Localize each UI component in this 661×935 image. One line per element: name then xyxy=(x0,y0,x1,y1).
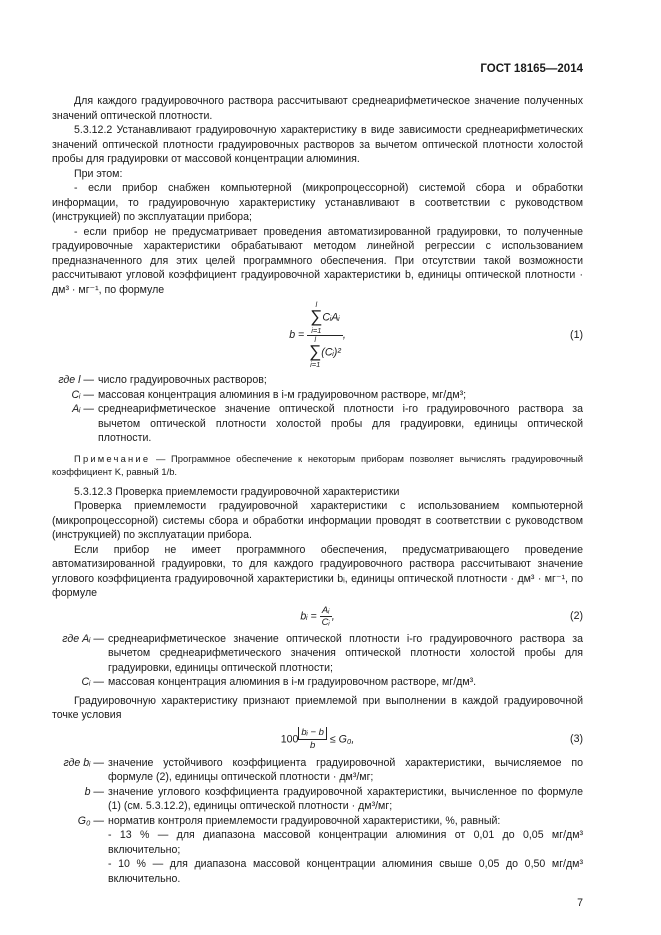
equation-number: (3) xyxy=(570,732,583,745)
g0-range-item xyxy=(52,828,583,857)
sum-upper: l xyxy=(315,300,318,309)
note-text: — Программное обеспечение к некоторым приборам позволяет вычислять градуировочный коэффициент K, равный 1/b. xyxy=(52,452,583,477)
definition-item xyxy=(52,814,583,829)
document-body xyxy=(52,94,583,911)
definition-text: среднеарифметическое значение оптической плотности i-го градуировочного раствора за вычетом оптической плотности холостой пробы для градуировки, единицы оптической плотности. xyxy=(98,403,583,444)
definition-text: среднеарифметическое значение оптической плотности i-го градуировочного раствора за вычетом среднеарифметического значения оптической плотности холостой пробы для градуировки, единицы оптической плотности; xyxy=(108,632,583,674)
note-label: Примечание xyxy=(74,452,151,464)
definition-symbol: Cᵢ — xyxy=(81,676,104,688)
g0-range-item xyxy=(52,857,583,886)
formula-3-block xyxy=(52,727,583,752)
denominator: b xyxy=(310,739,316,751)
range-text: - 13 % — для диапазона массовой концентрации алюминия от 0,01 до 0,05 мг/дм³ включительно; xyxy=(108,829,583,856)
definition-item xyxy=(52,402,583,446)
definition-item xyxy=(52,785,583,814)
sum-lower: i=1 xyxy=(310,360,321,369)
section-5-3-12-3-heading: 5.3.12.3 Проверка приемлемости градуировочной характеристики xyxy=(74,485,400,498)
equation-number: (2) xyxy=(570,609,583,622)
definition-item xyxy=(52,388,583,403)
definition-symbol: G₀ — xyxy=(77,814,104,827)
formula-comma: , xyxy=(331,609,335,622)
definition-symbol: где Aᵢ — xyxy=(62,632,104,645)
definition-text: массовая концентрация алюминия в i-м градуировочном растворе, мг/дм³; xyxy=(98,388,467,401)
definition-symbol: Cᵢ — xyxy=(71,388,94,401)
paragraph: Если прибор не имеет программного обеспечения, предусматривающего проведение автоматизированной градуировки, то для каждого градуировочного раствора рассчитывают значение углового коэффициента градуировочной характеристики bᵢ, единицы оптической плотности · дм³ · мг⁻¹, по формуле xyxy=(52,543,583,599)
denominator: Cᵢ xyxy=(321,616,330,628)
formula-2 xyxy=(300,605,334,628)
equation-number: (1) xyxy=(570,328,583,341)
note xyxy=(52,452,583,479)
formula-2-block xyxy=(52,605,583,628)
definition-item xyxy=(52,373,583,388)
denominator: (Cᵢ)² xyxy=(321,346,341,359)
definition-item xyxy=(52,675,583,690)
definition-item xyxy=(52,632,583,676)
formula-lhs: bᵢ = xyxy=(300,609,317,622)
formula-3 xyxy=(281,727,355,752)
definition-symbol: b — xyxy=(84,785,104,798)
definition-symbol: где l — xyxy=(58,374,94,386)
sum-upper: l xyxy=(314,334,317,344)
definition-text: значение устойчивого коэффициента градуировочной характеристики, вычисляемое по формуле (2), единицы оптической плотности · дм³/мг; xyxy=(108,756,583,783)
definition-text: норматив контроля приемлемости градуировочной характеристики, %, равный: xyxy=(108,814,501,827)
formula-1: b = l ∑ i=1 CᵢAᵢ l ∑ i=1 (Cᵢ)² , xyxy=(289,300,346,369)
paragraph: При этом: xyxy=(74,167,123,180)
definition-text: массовая концентрация алюминия в i-м градуировочном растворе, мг/дм³. xyxy=(108,676,477,688)
definition-item xyxy=(52,756,583,785)
document-header: ГОСТ 18165—2014 xyxy=(480,63,583,75)
range-text: - 10 % — для диапазона массовой концентрации алюминия свыше 0,05 до 0,50 мг/дм³ включительно. xyxy=(108,858,583,885)
definition-symbol: Aᵢ — xyxy=(72,403,94,415)
sum-lower: i=1 xyxy=(311,325,322,335)
page-number: 7 xyxy=(577,897,583,909)
paragraph: Для каждого градуировочного раствора рассчитывают среднеарифметическое значение полученных значений оптической плотности. xyxy=(52,95,583,122)
section-5-3-12-2: 5.3.12.2 Устанавливают градуировочную характеристику в виде зависимости среднеарифметических значений оптической плотности градуировочных растворов за вычетом оптической плотности холостой пробы для градуировки от массовой концентрации алюминия. xyxy=(52,124,583,165)
paragraph: Градуировочную характеристику признают приемлемой при выполнении в каждой градуировочной точке условия xyxy=(52,694,583,721)
formula-comma: , xyxy=(342,328,346,341)
formula-rhs: ≤ G₀, xyxy=(329,732,355,745)
list-item: - если прибор не предусматривает проведения автоматизированной градуировки, то полученные градуировочные характеристики обрабатывают методом линейной регрессии с использованием предназначенного для этих целей программного обеспечения. При отсутствии такой возможности рассчитывают угловой коэффициент градуировочной характеристики b, единицы оптической плотности · дм³ · мг⁻¹, по формуле xyxy=(52,225,583,296)
definition-symbol: где bᵢ — xyxy=(63,756,104,769)
numerator: bᵢ − b xyxy=(298,727,327,740)
formula-1-block xyxy=(52,301,583,369)
formula-lhs: 100 xyxy=(280,732,299,745)
definition-text: значение углового коэффициента градуировочной характеристики, вычисленное по формуле (1) (см. 5.3.12.2), единицы оптической плотности · дм³/мг; xyxy=(108,785,583,812)
numerator: Aᵢ xyxy=(320,605,332,617)
list-item: - если прибор снабжен компьютерной (микропроцессорной) системой сбора и обработки информации, то градуировочную характеристику устанавливают в соответствии с руководством (инструкцией) по эксплуатации прибора; xyxy=(52,182,583,223)
numerator: CᵢAᵢ xyxy=(322,311,340,324)
formula-lhs: b = xyxy=(289,328,305,341)
paragraph: Проверка приемлемости градуировочной характеристики с использованием компьютерной (микропроцессорной) системы сбора и обработки информации проводят в соответствии с руководством (инструкцией) по эксплуатации прибора. xyxy=(52,500,583,541)
definition-text: число градуировочных растворов; xyxy=(98,374,267,386)
